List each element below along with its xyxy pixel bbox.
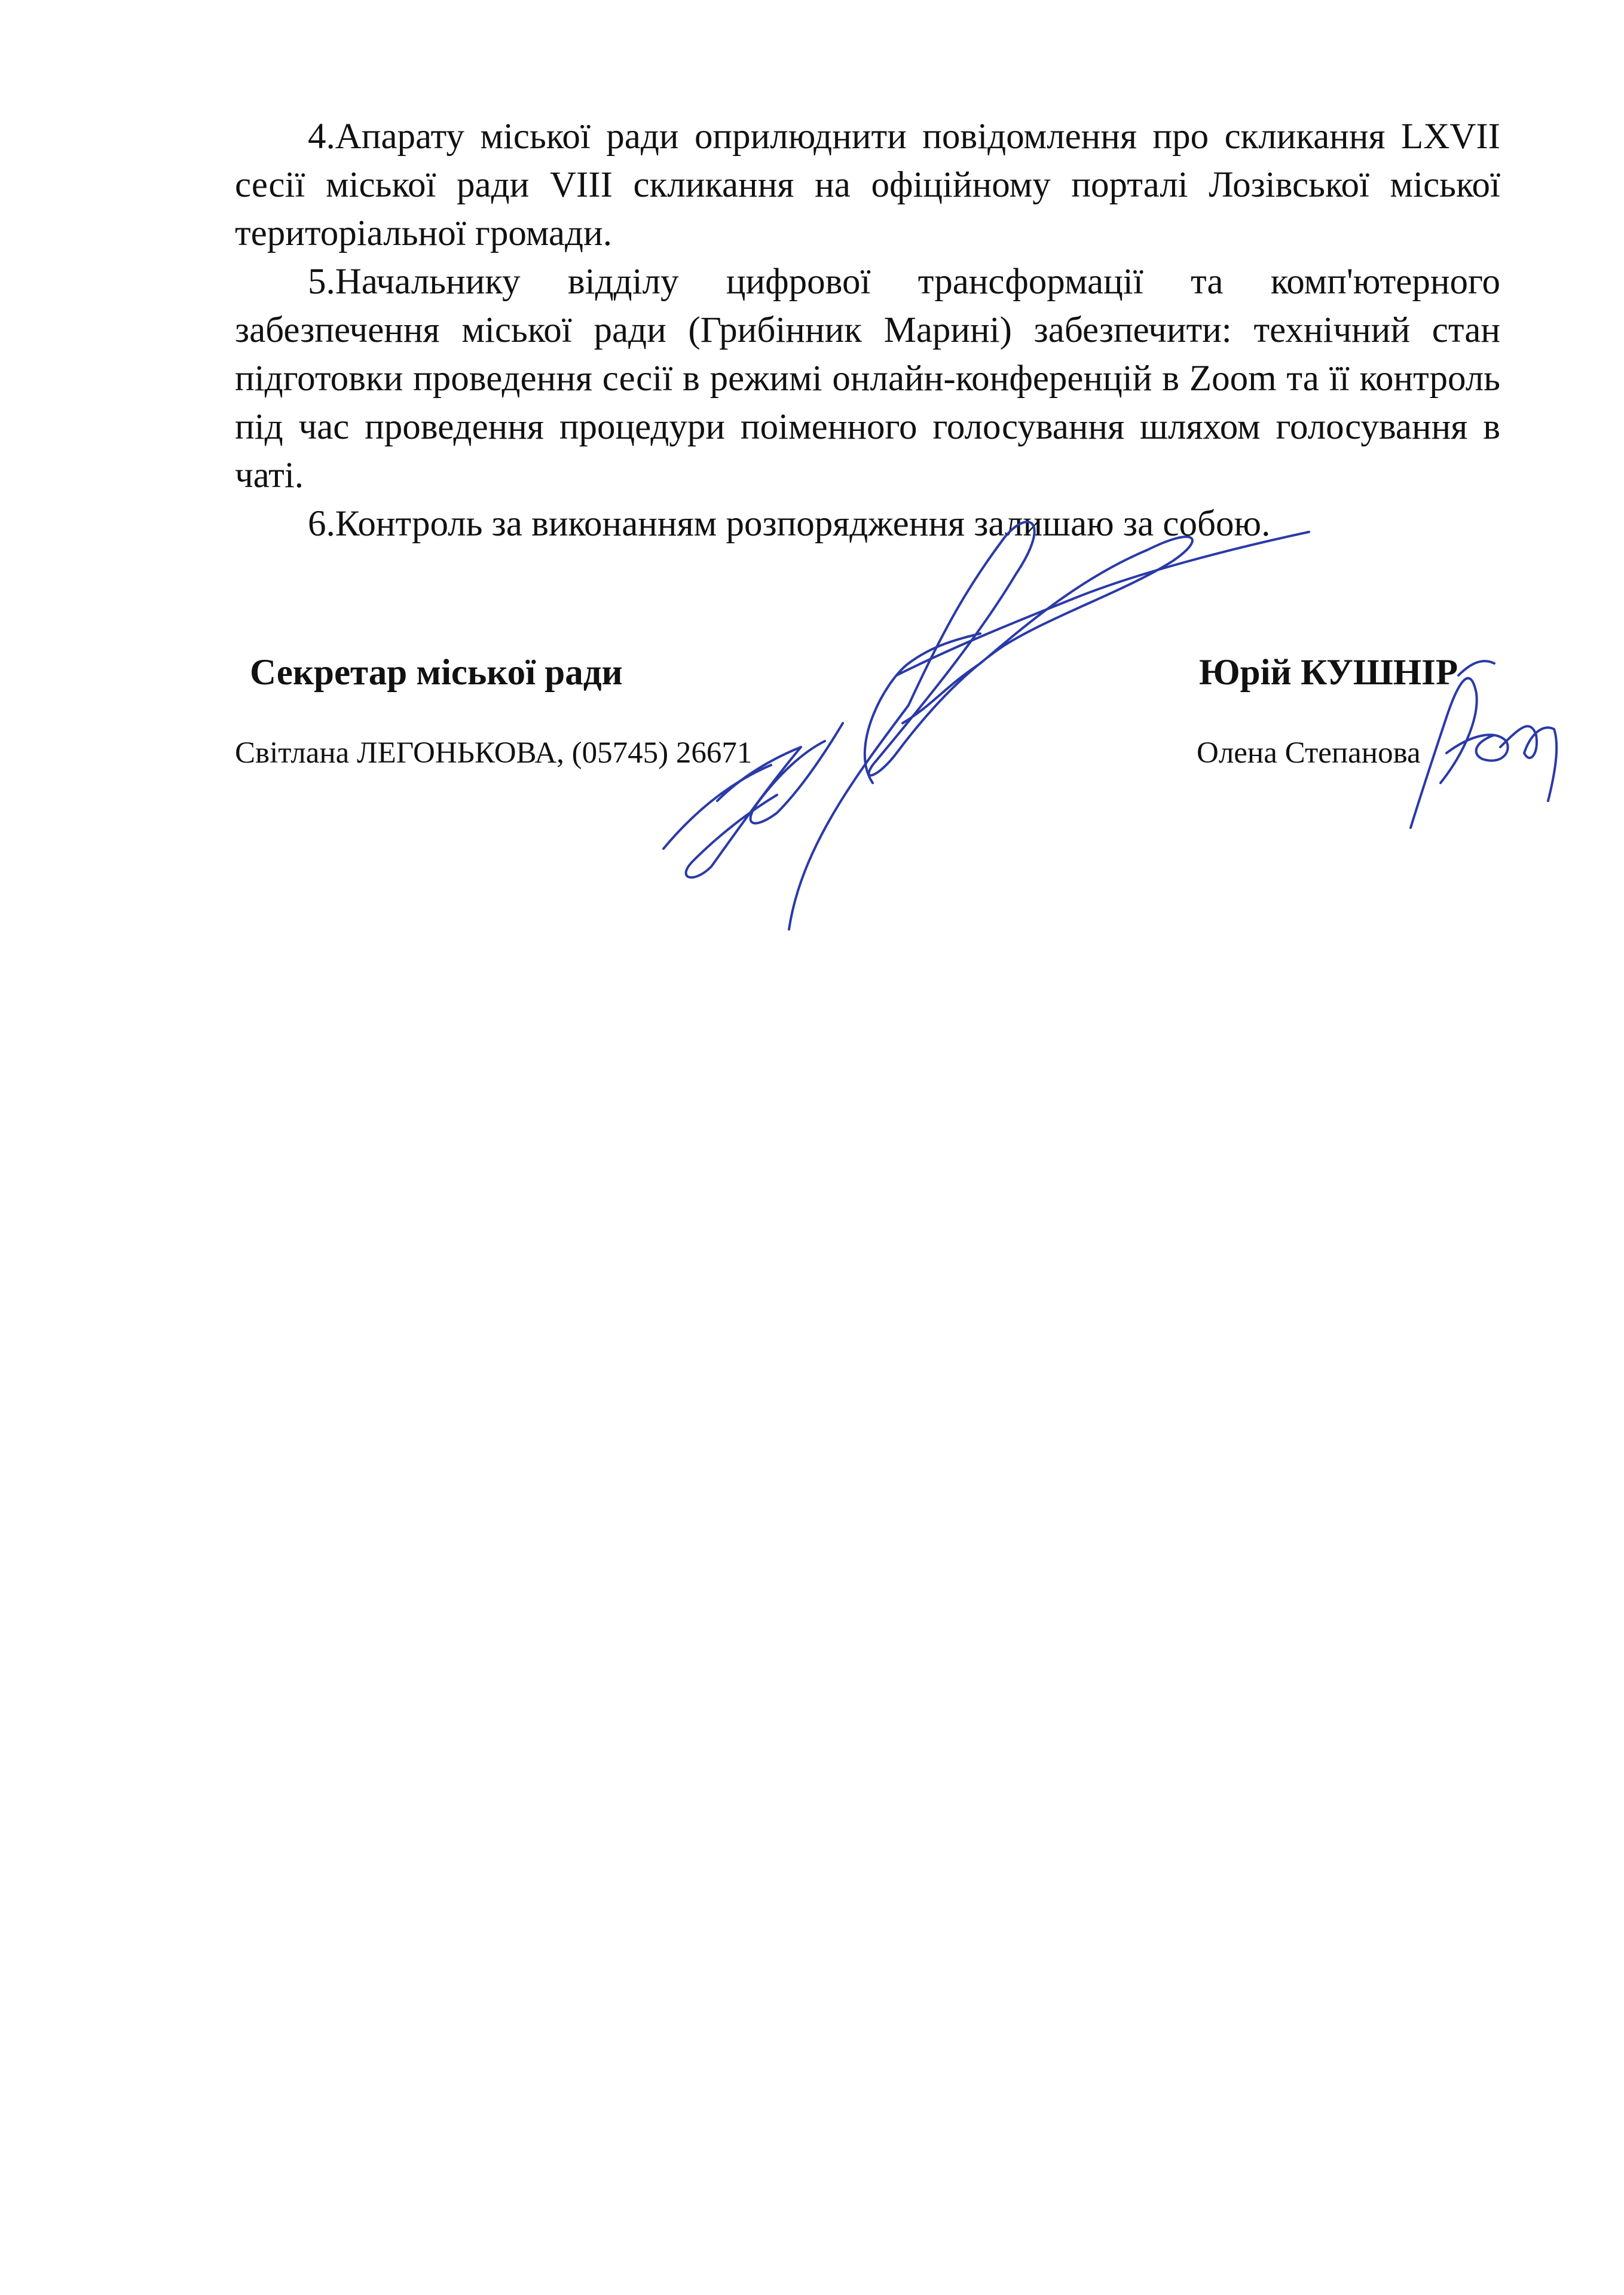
body-text xyxy=(235,112,1500,548)
executor-approver: Олена Степанова xyxy=(1197,736,1421,770)
executor-contact: Світлана ЛЕГОНЬКОВА, (05745) 26671 xyxy=(235,736,753,770)
main-signature-scribble xyxy=(663,522,1309,929)
paragraph-6: 6.Контроль за виконанням розпорядження залишаю за собою. xyxy=(308,504,1271,544)
signatory-name: Юрій КУШНІР xyxy=(1199,653,1458,693)
paragraph-4: 4.Апарату міської ради оприлюднити повідомлення про скликання LXVII сесії міської ради VIII скликання на офіційному порталі Лозівської міської територіальної громади. xyxy=(235,117,1500,253)
signatory-position: Секретар міської ради xyxy=(250,653,623,693)
paragraph-5: 5.Начальнику відділу цифрової трансформації та комп'ютерного забезпечення міської ради (Грибінник Марині) забезпечити: технічний стан підготовки проведення сесії в режимі онлайн-конференцій в Zoom та її контроль під час проведення процедури поіменного голосування шляхом голосування в чаті. xyxy=(235,262,1500,495)
